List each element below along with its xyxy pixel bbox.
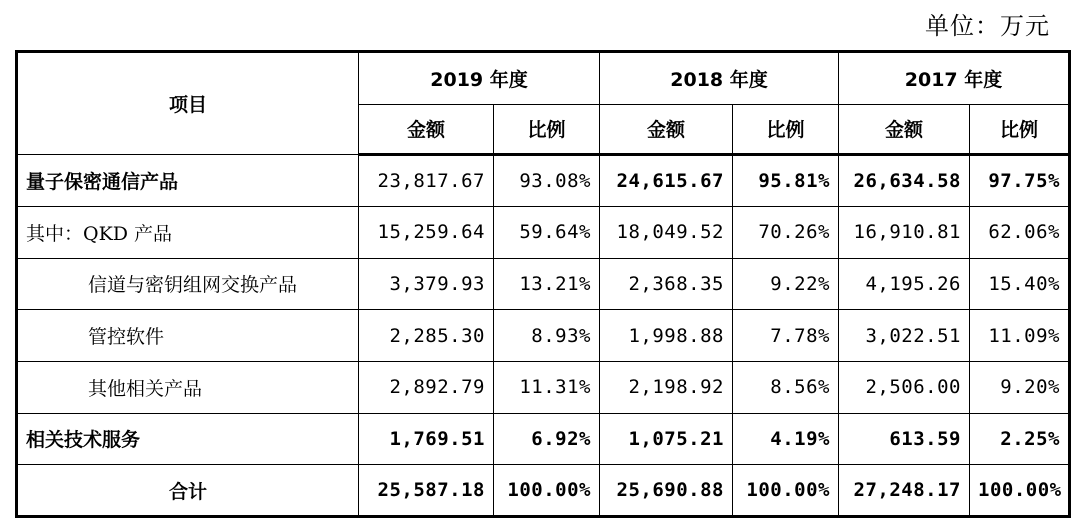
cell-ratio-2018: 7.78% bbox=[733, 310, 839, 362]
total-row bbox=[17, 465, 1070, 517]
cell-ratio-2017: 97.75% bbox=[970, 155, 1070, 207]
cell-ratio-2017: 100.00% bbox=[970, 465, 1070, 517]
cell-amount-2017: 3,022.51 bbox=[839, 310, 970, 362]
row-label-total: 合计 bbox=[17, 465, 359, 517]
cell-ratio-2019: 6.92% bbox=[494, 413, 600, 465]
table-row bbox=[17, 361, 1070, 413]
row-label: 管控软件 bbox=[17, 310, 359, 362]
header-amount: 金额 bbox=[359, 104, 494, 155]
header-year-2017: 2017 年度 bbox=[839, 52, 1070, 105]
row-label: 信道与密钥组网交换产品 bbox=[17, 258, 359, 310]
cell-ratio-2017: 15.40% bbox=[970, 258, 1070, 310]
cell-amount-2018: 2,198.92 bbox=[600, 361, 733, 413]
cell-ratio-2019: 93.08% bbox=[494, 155, 600, 207]
unit-label: 单位：万元 bbox=[925, 12, 1050, 40]
cell-amount-2017: 26,634.58 bbox=[839, 155, 970, 207]
cell-amount-2018: 2,368.35 bbox=[600, 258, 733, 310]
table-row bbox=[17, 310, 1070, 362]
cell-ratio-2019: 13.21% bbox=[494, 258, 600, 310]
cell-ratio-2019: 100.00% bbox=[494, 465, 600, 517]
row-label: 相关技术服务 bbox=[17, 413, 359, 465]
header-ratio: 比例 bbox=[970, 104, 1070, 155]
cell-ratio-2018: 8.56% bbox=[733, 361, 839, 413]
row-label: 其中：QKD 产品 bbox=[17, 206, 359, 258]
cell-amount-2019: 1,769.51 bbox=[359, 413, 494, 465]
cell-amount-2019: 2,892.79 bbox=[359, 361, 494, 413]
header-amount: 金额 bbox=[600, 104, 733, 155]
cell-ratio-2017: 9.20% bbox=[970, 361, 1070, 413]
row-label: 其他相关产品 bbox=[17, 361, 359, 413]
cell-ratio-2019: 8.93% bbox=[494, 310, 600, 362]
cell-amount-2018: 24,615.67 bbox=[600, 155, 733, 207]
cell-amount-2019: 3,379.93 bbox=[359, 258, 494, 310]
row-label: 量子保密通信产品 bbox=[17, 155, 359, 207]
cell-amount-2019: 25,587.18 bbox=[359, 465, 494, 517]
cell-amount-2017: 4,195.26 bbox=[839, 258, 970, 310]
cell-ratio-2018: 95.81% bbox=[733, 155, 839, 207]
cell-amount-2018: 1,075.21 bbox=[600, 413, 733, 465]
header-item: 项目 bbox=[17, 52, 359, 155]
cell-amount-2017: 613.59 bbox=[839, 413, 970, 465]
cell-ratio-2017: 11.09% bbox=[970, 310, 1070, 362]
cell-amount-2019: 15,259.64 bbox=[359, 206, 494, 258]
cell-amount-2018: 25,690.88 bbox=[600, 465, 733, 517]
cell-ratio-2019: 11.31% bbox=[494, 361, 600, 413]
cell-amount-2017: 2,506.00 bbox=[839, 361, 970, 413]
table-row bbox=[17, 413, 1070, 465]
cell-ratio-2017: 62.06% bbox=[970, 206, 1070, 258]
cell-ratio-2018: 100.00% bbox=[733, 465, 839, 517]
cell-amount-2017: 16,910.81 bbox=[839, 206, 970, 258]
cell-ratio-2019: 59.64% bbox=[494, 206, 600, 258]
table-row bbox=[17, 258, 1070, 310]
header-ratio: 比例 bbox=[733, 104, 839, 155]
revenue-table bbox=[15, 50, 1071, 518]
table-row bbox=[17, 155, 1070, 207]
cell-amount-2018: 1,998.88 bbox=[600, 310, 733, 362]
table-row bbox=[17, 206, 1070, 258]
cell-amount-2019: 23,817.67 bbox=[359, 155, 494, 207]
header-year-2019: 2019 年度 bbox=[359, 52, 600, 105]
cell-ratio-2018: 4.19% bbox=[733, 413, 839, 465]
header-row-years bbox=[17, 52, 1070, 105]
cell-ratio-2018: 70.26% bbox=[733, 206, 839, 258]
header-ratio: 比例 bbox=[494, 104, 600, 155]
header-year-2018: 2018 年度 bbox=[600, 52, 839, 105]
cell-ratio-2017: 2.25% bbox=[970, 413, 1070, 465]
cell-amount-2019: 2,285.30 bbox=[359, 310, 494, 362]
cell-amount-2018: 18,049.52 bbox=[600, 206, 733, 258]
cell-ratio-2018: 9.22% bbox=[733, 258, 839, 310]
cell-amount-2017: 27,248.17 bbox=[839, 465, 970, 517]
header-amount: 金额 bbox=[839, 104, 970, 155]
